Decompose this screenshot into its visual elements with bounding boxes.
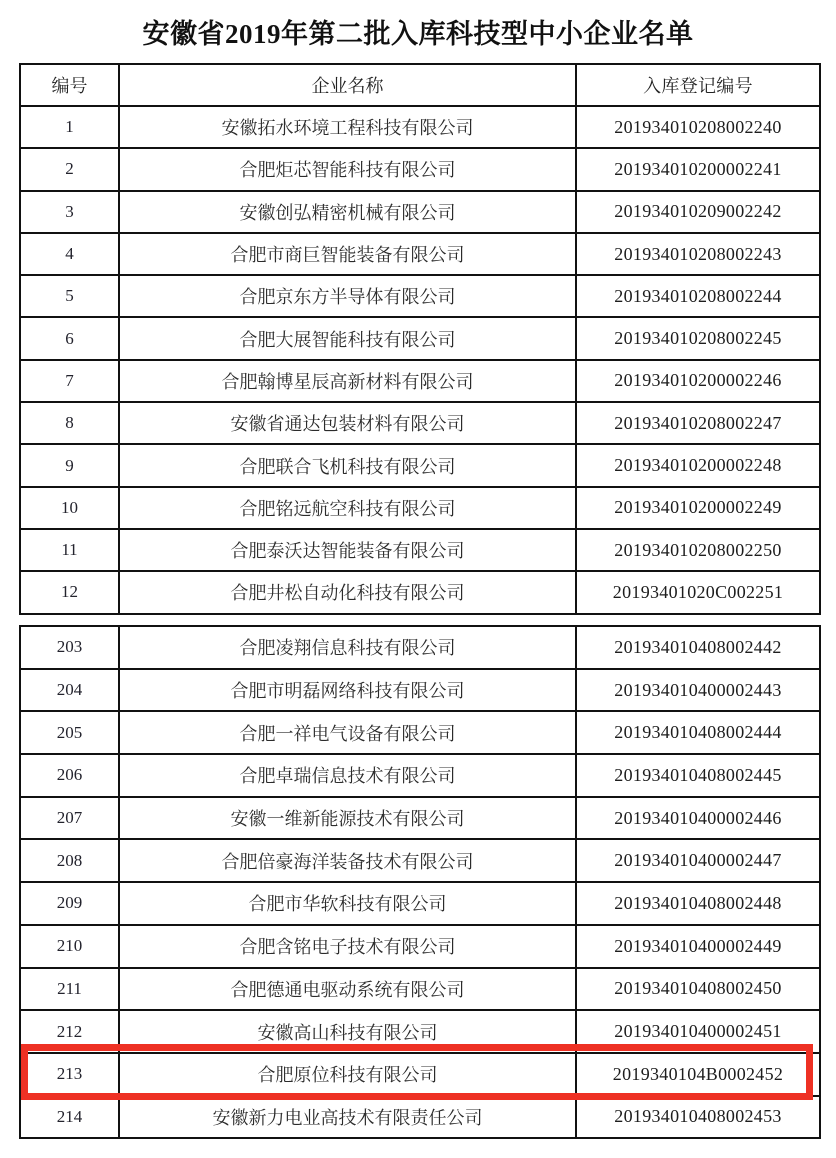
- row-index: 208: [20, 839, 119, 882]
- registration-number: 201934010408002448: [576, 882, 820, 925]
- table-row: [20, 317, 820, 359]
- company-name: 合肥德通电驱动系统有限公司: [119, 968, 576, 1011]
- company-name: 合肥井松自动化科技有限公司: [119, 571, 576, 613]
- company-name: 合肥倍豪海洋装备技术有限公司: [119, 839, 576, 882]
- registration-number: 201934010408002445: [576, 754, 820, 797]
- registration-number: 201934010208002250: [576, 529, 820, 571]
- row-index: 214: [20, 1096, 119, 1139]
- table-row: [20, 402, 820, 444]
- registration-number: 2019340104B0002452: [576, 1053, 820, 1096]
- company-name: 合肥市商巨智能装备有限公司: [119, 233, 576, 275]
- registration-number: 201934010200002248: [576, 444, 820, 486]
- header-company-name: 企业名称: [119, 64, 576, 106]
- table-row: [20, 191, 820, 233]
- row-index: 204: [20, 669, 119, 712]
- table-row: [20, 754, 820, 797]
- row-index: 205: [20, 711, 119, 754]
- company-name: 合肥大展智能科技有限公司: [119, 317, 576, 359]
- table-row-highlighted: [20, 1053, 820, 1096]
- registration-number: 201934010200002249: [576, 487, 820, 529]
- page-title: 安徽省2019年第二批入库科技型中小企业名单: [142, 19, 694, 49]
- row-index: 4: [20, 233, 119, 275]
- registration-number: 201934010209002242: [576, 191, 820, 233]
- company-name: 安徽一维新能源技术有限公司: [119, 797, 576, 840]
- row-index: 213: [20, 1053, 119, 1096]
- registration-number: 201934010200002241: [576, 148, 820, 190]
- registration-number: 201934010408002453: [576, 1096, 820, 1139]
- company-table-section-1: [19, 63, 821, 615]
- company-name: 合肥炬芯智能科技有限公司: [119, 148, 576, 190]
- registration-number: 201934010400002449: [576, 925, 820, 968]
- row-index: 2: [20, 148, 119, 190]
- row-index: 212: [20, 1010, 119, 1053]
- company-name: 合肥联合飞机科技有限公司: [119, 444, 576, 486]
- table-row: [20, 925, 820, 968]
- registration-number: 201934010408002444: [576, 711, 820, 754]
- registration-number: 201934010208002244: [576, 275, 820, 317]
- row-index: 210: [20, 925, 119, 968]
- row-index: 207: [20, 797, 119, 840]
- table-row: [20, 571, 820, 613]
- row-index: 203: [20, 626, 119, 669]
- registration-number: 201934010400002446: [576, 797, 820, 840]
- company-name: 合肥翰博星辰高新材料有限公司: [119, 360, 576, 402]
- table-row: [20, 882, 820, 925]
- registration-number: 201934010208002245: [576, 317, 820, 359]
- row-index: 11: [20, 529, 119, 571]
- row-index: 5: [20, 275, 119, 317]
- table-row: [20, 711, 820, 754]
- row-index: 7: [20, 360, 119, 402]
- table-row: [20, 233, 820, 275]
- company-name: 安徽创弘精密机械有限公司: [119, 191, 576, 233]
- table-row: [20, 968, 820, 1011]
- company-name: 合肥市华软科技有限公司: [119, 882, 576, 925]
- header-index: 编号: [20, 64, 119, 106]
- registration-number: 201934010400002447: [576, 839, 820, 882]
- table-row: [20, 1010, 820, 1053]
- row-index: 1: [20, 106, 119, 148]
- table-header-row: [20, 64, 820, 106]
- row-index: 12: [20, 571, 119, 613]
- row-index: 6: [20, 317, 119, 359]
- company-name: 合肥泰沃达智能装备有限公司: [119, 529, 576, 571]
- table-row: [20, 1096, 820, 1139]
- table-row: [20, 797, 820, 840]
- registration-number: 201934010208002240: [576, 106, 820, 148]
- company-name: 合肥一祥电气设备有限公司: [119, 711, 576, 754]
- company-name: 合肥铭远航空科技有限公司: [119, 487, 576, 529]
- company-name: 安徽高山科技有限公司: [119, 1010, 576, 1053]
- company-name: 合肥京东方半导体有限公司: [119, 275, 576, 317]
- table-row: [20, 275, 820, 317]
- company-table-section-2: [19, 625, 821, 1139]
- table-row: [20, 106, 820, 148]
- table-row: [20, 669, 820, 712]
- registration-number: 201934010400002443: [576, 669, 820, 712]
- row-index: 9: [20, 444, 119, 486]
- registration-number: 201934010200002246: [576, 360, 820, 402]
- header-registration-number: 入库登记编号: [576, 64, 820, 106]
- table-row: [20, 839, 820, 882]
- company-name: 合肥含铭电子技术有限公司: [119, 925, 576, 968]
- table-row: [20, 360, 820, 402]
- registration-number: 201934010208002243: [576, 233, 820, 275]
- registration-number: 20193401020C002251: [576, 571, 820, 613]
- row-index: 211: [20, 968, 119, 1011]
- company-name: 安徽省通达包装材料有限公司: [119, 402, 576, 444]
- company-name: 合肥市明磊网络科技有限公司: [119, 669, 576, 712]
- registration-number: 201934010400002451: [576, 1010, 820, 1053]
- table-row: [20, 444, 820, 486]
- registration-number: 201934010408002450: [576, 968, 820, 1011]
- row-index: 8: [20, 402, 119, 444]
- company-name: 安徽新力电业高技术有限责任公司: [119, 1096, 576, 1139]
- company-name: 合肥原位科技有限公司: [119, 1053, 576, 1096]
- table-row: [20, 626, 820, 669]
- row-index: 209: [20, 882, 119, 925]
- registration-number: 201934010208002247: [576, 402, 820, 444]
- registration-number: 201934010408002442: [576, 626, 820, 669]
- company-name: 合肥卓瑞信息技术有限公司: [119, 754, 576, 797]
- row-index: 10: [20, 487, 119, 529]
- company-name: 安徽拓水环境工程科技有限公司: [119, 106, 576, 148]
- table-row: [20, 487, 820, 529]
- row-index: 206: [20, 754, 119, 797]
- row-index: 3: [20, 191, 119, 233]
- table-row: [20, 529, 820, 571]
- table-row: [20, 148, 820, 190]
- company-name: 合肥凌翔信息科技有限公司: [119, 626, 576, 669]
